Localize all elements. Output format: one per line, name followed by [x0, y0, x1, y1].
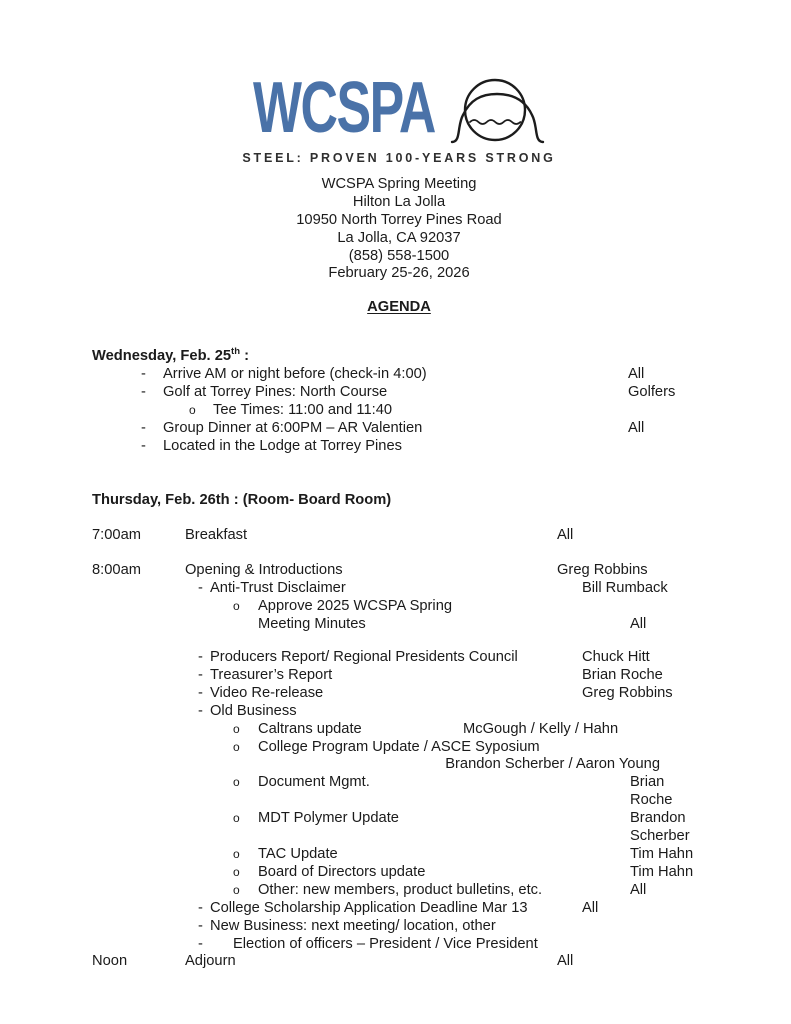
item-text: Opening & Introductions	[185, 562, 343, 579]
agenda-item-row	[92, 810, 706, 846]
presenter-cell: Brian Roche	[630, 774, 673, 809]
item-text: Breakfast	[185, 527, 248, 544]
agenda-item-row	[92, 846, 706, 864]
item-text: Other: new members, product bulletins, etc.	[258, 881, 543, 898]
presenter-cell: Greg Robbins	[557, 562, 648, 579]
presenter-cell: Greg Robbins	[582, 684, 673, 701]
circle-bullet: o	[233, 775, 240, 790]
item-text: Caltrans update	[258, 720, 362, 737]
dash-bullet: -	[198, 702, 203, 719]
presenter-cell: All	[628, 366, 645, 383]
ordinal-suffix: th	[231, 346, 241, 358]
agenda-item-row	[92, 438, 706, 456]
presenter-cell: Bill Rumback	[582, 580, 668, 597]
agenda-item-row	[92, 864, 706, 882]
item-text: Golf at Torrey Pines: North Course	[163, 383, 388, 400]
agenda-item-row	[92, 774, 706, 810]
item-text: College Program Update / ASCE Syposium	[258, 738, 540, 755]
agenda-item-row	[92, 918, 706, 936]
item-text: College Scholarship Application Deadline Mar 13	[210, 899, 528, 916]
item-text: Adjourn	[185, 953, 236, 970]
item-text: New Business: next meeting/ location, other	[210, 917, 496, 934]
agenda-item-row	[92, 649, 706, 667]
agenda-item-row	[92, 562, 706, 580]
item-text: MDT Polymer Update	[258, 810, 399, 827]
presenter-inline: Brandon Scherber / Aaron Young	[445, 756, 660, 773]
wednesday-heading: Wednesday, Feb. 25th :	[92, 346, 249, 365]
presenter-cell: Brandon Scherber	[630, 810, 690, 845]
meeting-title: WCSPA Spring Meeting	[321, 175, 477, 192]
circle-bullet: o	[233, 882, 240, 897]
circle-bullet: o	[233, 864, 240, 879]
wcspa-logo	[92, 68, 706, 168]
dash-bullet: -	[198, 935, 203, 952]
agenda-item-row	[92, 721, 706, 739]
dash-bullet: -	[198, 684, 203, 701]
item-text: Tee Times: 11:00 and 11:40	[213, 401, 393, 418]
item-text: Approve 2025 WCSPA Spring	[258, 598, 453, 615]
meeting-phone: (858) 558-1500	[348, 247, 450, 264]
item-text: Board of Directors update	[258, 863, 426, 880]
agenda-item-row	[92, 402, 706, 420]
circle-bullet: o	[233, 811, 240, 826]
presenter-cell: Brian Roche	[582, 666, 663, 683]
item-text: Group Dinner at 6:00PM – AR Valentien	[163, 419, 423, 436]
meeting-address: 10950 North Torrey Pines Road	[296, 211, 502, 228]
dash-bullet: -	[198, 666, 203, 683]
agenda-item-row	[92, 527, 706, 545]
item-text: TAC Update	[258, 845, 338, 862]
agenda-item-row	[92, 756, 706, 774]
circle-bullet: o	[233, 846, 240, 861]
presenter-cell: Chuck Hitt	[582, 649, 650, 666]
circle-bullet: o	[233, 739, 240, 754]
circle-bullet: o	[233, 599, 240, 614]
meeting-dates: February 25-26, 2026	[328, 265, 470, 282]
meeting-venue: Hilton La Jolla	[352, 193, 446, 210]
presenter-cell: All	[630, 881, 647, 898]
dash-bullet: -	[198, 649, 203, 666]
agenda-item-row	[92, 366, 706, 384]
presenter-inline: McGough / Kelly / Hahn	[463, 720, 619, 737]
time-cell: Noon	[92, 953, 128, 970]
dash-bullet: -	[141, 366, 146, 383]
dash-bullet: -	[141, 383, 146, 400]
agenda-item-row	[92, 667, 706, 685]
presenter-cell: All	[630, 616, 647, 633]
pipe-culvert-icon	[450, 72, 545, 144]
presenter-cell: Tim Hahn	[630, 863, 694, 880]
agenda-item-row	[92, 616, 706, 634]
agenda-item-row	[92, 936, 706, 954]
item-text: Meeting Minutes	[258, 616, 366, 633]
agenda-item-row	[92, 703, 706, 721]
meeting-info	[92, 176, 706, 283]
item-text: Video Re-release	[210, 684, 324, 701]
item-text: Anti-Trust Disclaimer	[210, 580, 346, 597]
agenda-item-row	[92, 953, 706, 971]
presenter-cell: All	[557, 527, 574, 544]
agenda-heading: AGENDA	[367, 299, 431, 316]
item-text: Arrive AM or night before (check-in 4:00)	[163, 366, 427, 383]
presenter-cell: All	[557, 953, 574, 970]
circle-bullet: o	[189, 402, 196, 417]
presenter-cell: All	[628, 419, 645, 436]
agenda-item-row	[92, 685, 706, 703]
logo-tagline: STEEL: PROVEN 100-YEARS STRONG	[242, 151, 556, 165]
dash-bullet: -	[141, 419, 146, 436]
agenda-item-row	[92, 384, 706, 402]
wcspa-wordmark: WCSPA	[253, 68, 435, 148]
item-text: Producers Report/ Regional Presidents Council	[210, 649, 518, 666]
dash-bullet: -	[198, 917, 203, 934]
presenter-cell: Golfers	[628, 383, 676, 400]
item-text: Document Mgmt.	[258, 774, 370, 791]
item-text: Treasurer’s Report	[210, 666, 333, 683]
thursday-section	[92, 492, 706, 972]
agenda-item-row	[92, 580, 706, 598]
thursday-heading: Thursday, Feb. 26th : (Room- Board Room)	[92, 491, 392, 508]
time-cell: 7:00am	[92, 527, 141, 544]
agenda-item-row	[92, 739, 706, 757]
presenter-cell: All	[582, 899, 599, 916]
agenda-item-row	[92, 900, 706, 918]
time-cell: 8:00am	[92, 562, 141, 579]
presenter-cell: Tim Hahn	[630, 845, 694, 862]
item-text: Located in the Lodge at Torrey Pines	[163, 437, 402, 454]
item-text: Old Business	[210, 702, 297, 719]
meeting-city: La Jolla, CA 92037	[337, 229, 461, 246]
agenda-item-row	[92, 598, 706, 616]
item-text: Election of officers – President / Vice President	[233, 935, 538, 952]
dash-bullet: -	[141, 437, 146, 454]
wednesday-section	[92, 343, 706, 455]
dash-bullet: -	[198, 899, 203, 916]
agenda-item-row	[92, 882, 706, 900]
circle-bullet: o	[233, 721, 240, 736]
agenda-item-row	[92, 420, 706, 438]
dash-bullet: -	[198, 580, 203, 597]
